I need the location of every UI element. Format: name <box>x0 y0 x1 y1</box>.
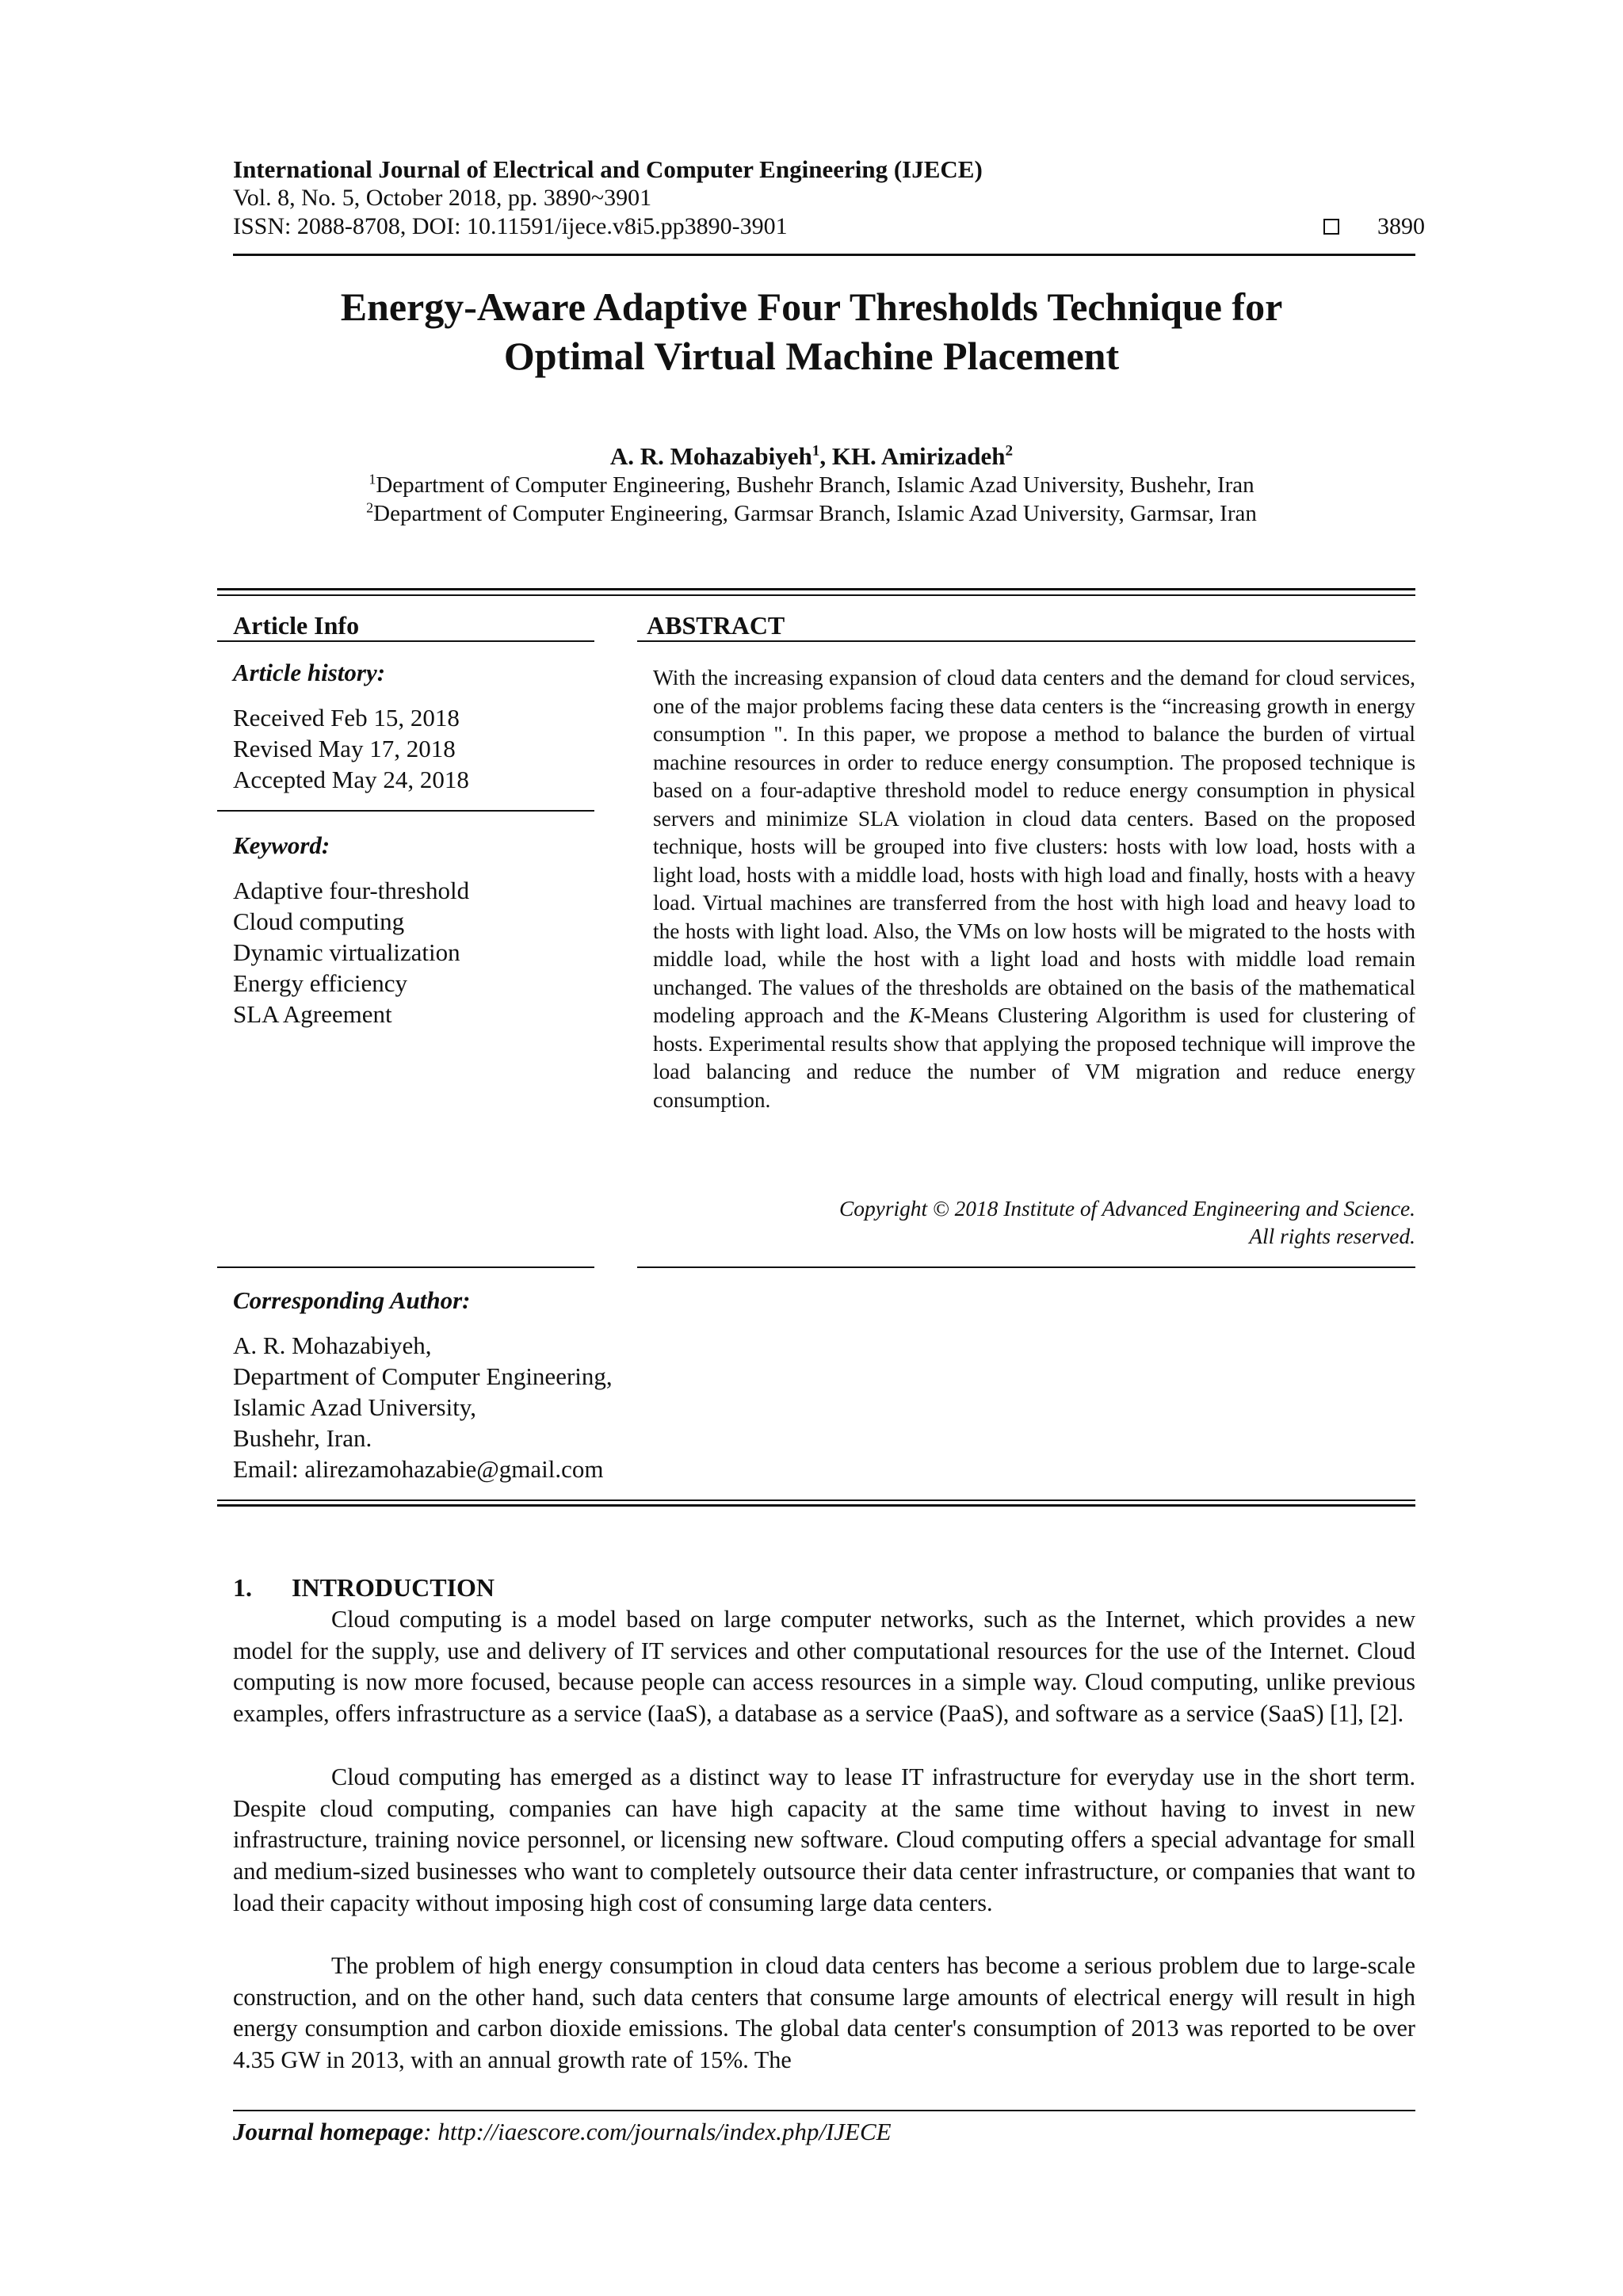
keyword-item: Cloud computing <box>233 907 405 935</box>
corresponding-author-department: Department of Computer Engineering, <box>233 1362 613 1390</box>
right-column-bottom-rule <box>637 1266 1415 1268</box>
affiliation <box>0 471 1623 499</box>
left-column-bottom-rule <box>217 1266 594 1268</box>
author-list <box>0 442 1623 471</box>
affiliation-text: Department of Computer Engineering, Garmsar Branch, Islamic Azad University, Garmsar, Iran <box>373 501 1257 526</box>
volume-info: Vol. 8, No. 5, October 2018, pp. 3890~3901 <box>233 185 652 211</box>
author-affiliation-mark: 1 <box>812 442 820 460</box>
body-paragraph: The problem of high energy consumption in cloud data centers has become a serious problem due to large-scale construction, and on the other hand, such data centers that consume large amounts of electrical energy will result in high energy consumption and carbon dioxide emissions. The global data center's consumption of 2013 was reported to be over 4.35 GW in 2013, with an annual growth rate of 15%. The <box>233 1952 1415 2074</box>
journal-name: International Journal of Electrical and Computer Engineering (IJECE) <box>233 155 983 183</box>
corresponding-author-email: Email: alirezamohazabie@gmail.com <box>233 1455 604 1483</box>
affiliation <box>0 499 1623 528</box>
homepage-link[interactable]: http://iaescore.com/journals/index.php/IJECE <box>437 2118 892 2145</box>
received-date: Received Feb 15, 2018 <box>233 704 460 732</box>
corresponding-author-name: A. R. Mohazabiyeh, <box>233 1331 432 1359</box>
revised-date: Revised May 17, 2018 <box>233 735 456 762</box>
abstract-text-continued: -Means Clustering Algorithm is used for clustering of hosts. Experimental results show that applying the proposed technique will improve the load balancing and reduce the number of VM migration and reduce energy consumption. <box>653 1003 1415 1112</box>
copyright-line: Copyright © 2018 Institute of Advanced Engineering and Science. <box>839 1197 1415 1221</box>
corresponding-author-city: Bushehr, Iran. <box>233 1424 372 1452</box>
keyword-item: Adaptive four-threshold <box>233 877 470 904</box>
paper-title-line1: Energy-Aware Adaptive Four Thresholds Technique for <box>340 285 1283 329</box>
abstract-body <box>653 664 1415 1114</box>
author-separator: , <box>819 442 832 470</box>
info-box-top-rule-thin <box>217 594 1415 596</box>
info-box-top-rule <box>217 588 1415 590</box>
affiliation-mark: 2 <box>366 499 374 516</box>
corresponding-author-university: Islamic Azad University, <box>233 1393 477 1421</box>
info-box-bottom-rule <box>217 1504 1415 1507</box>
abstract-rule <box>637 640 1415 642</box>
affiliation-text: Department of Computer Engineering, Bushehr Branch, Islamic Azad University, Bushehr, Iran <box>376 472 1254 498</box>
abstract-k-symbol: K <box>908 1003 924 1027</box>
header-rule <box>233 254 1415 256</box>
keyword-item: Energy efficiency <box>233 969 408 997</box>
history-rule <box>217 810 594 812</box>
page-number: 3890 <box>1377 213 1425 239</box>
article-info-rule <box>217 640 594 642</box>
author-affiliation-mark: 2 <box>1005 442 1014 460</box>
homepage-label: Journal homepage <box>233 2118 424 2145</box>
issn-doi: ISSN: 2088-8708, DOI: 10.11591/ijece.v8i5.pp3890-3901 <box>233 213 788 239</box>
homepage-colon: : <box>423 2118 438 2145</box>
author-name: KH. Amirizadeh <box>831 442 1006 470</box>
article-info-heading: Article Info <box>233 611 360 640</box>
section-heading: INTRODUCTION <box>292 1573 495 1602</box>
keyword-item: SLA Agreement <box>233 1000 392 1028</box>
journal-homepage <box>233 2118 892 2146</box>
author-name: A. R. Mohazabiyeh <box>609 442 812 470</box>
abstract-text: With the increasing expansion of cloud data centers and the demand for cloud services, one of the major problems facing these data centers is the “increasing growth in energy consumption ". In this paper, we propose a method to balance the burden of virtual machine resources in order to reduce energy consumption. The proposed technique is based on a four-adaptive threshold model to reduce energy consumption in physical servers and minimize SLA violation in cloud data centers. Based on the proposed technique, hosts will be grouped into five clusters: hosts with low load, hosts with a light load, hosts with a middle load, hosts with high load and finally, hosts with a heavy load. Virtual machines are transferred from the host with high load and heavy load to the hosts with light load. Also, the VMs on low hosts will be migrated to the hosts with middle load, while the host with a light load and hosts with middle load remain unchanged. The values of the thresholds are obtained on the basis of the mathematical modeling approach and the <box>653 666 1415 1027</box>
info-box-bottom-rule-thin <box>217 1499 1415 1501</box>
body-paragraph: Cloud computing is a model based on large computer networks, such as the Internet, which provides a new model for the supply, use and delivery of IT services and other computational resources for the use of the Internet. Cloud computing is now more focused, because people can access resources in a simple way. Cloud computing, unlike previous examples, offers infrastructure as a service (IaaS), a database as a service (PaaS), and software as a service (SaaS) [1], [2]. <box>233 1606 1415 1728</box>
keyword-heading: Keyword: <box>233 831 330 859</box>
body-paragraph: Cloud computing has emerged as a distinct way to lease IT infrastructure for everyday use in the short term. Despite cloud computing, companies can have high capacity at the same time without having to invest in new infrastructure, training novice personnel, or licensing new software. Cloud computing offers a special advantage for small and medium-sized businesses who want to completely outsource their data center infrastructure, or companies that want to load their capacity without imposing high cost of consuming large data centers. <box>233 1763 1415 1916</box>
paper-title-line2: Optimal Virtual Machine Placement <box>503 334 1120 378</box>
square-icon <box>1323 219 1339 235</box>
article-history-heading: Article history: <box>233 659 386 686</box>
rights-line: All rights reserved. <box>1249 1224 1415 1248</box>
keyword-item: Dynamic virtualization <box>233 938 460 966</box>
section-number: 1. <box>233 1573 252 1602</box>
affiliation-mark: 1 <box>369 471 376 487</box>
accepted-date: Accepted May 24, 2018 <box>233 766 469 793</box>
corresponding-author-heading: Corresponding Author: <box>233 1286 471 1314</box>
footer-rule <box>233 2110 1415 2111</box>
abstract-heading: ABSTRACT <box>647 611 785 640</box>
